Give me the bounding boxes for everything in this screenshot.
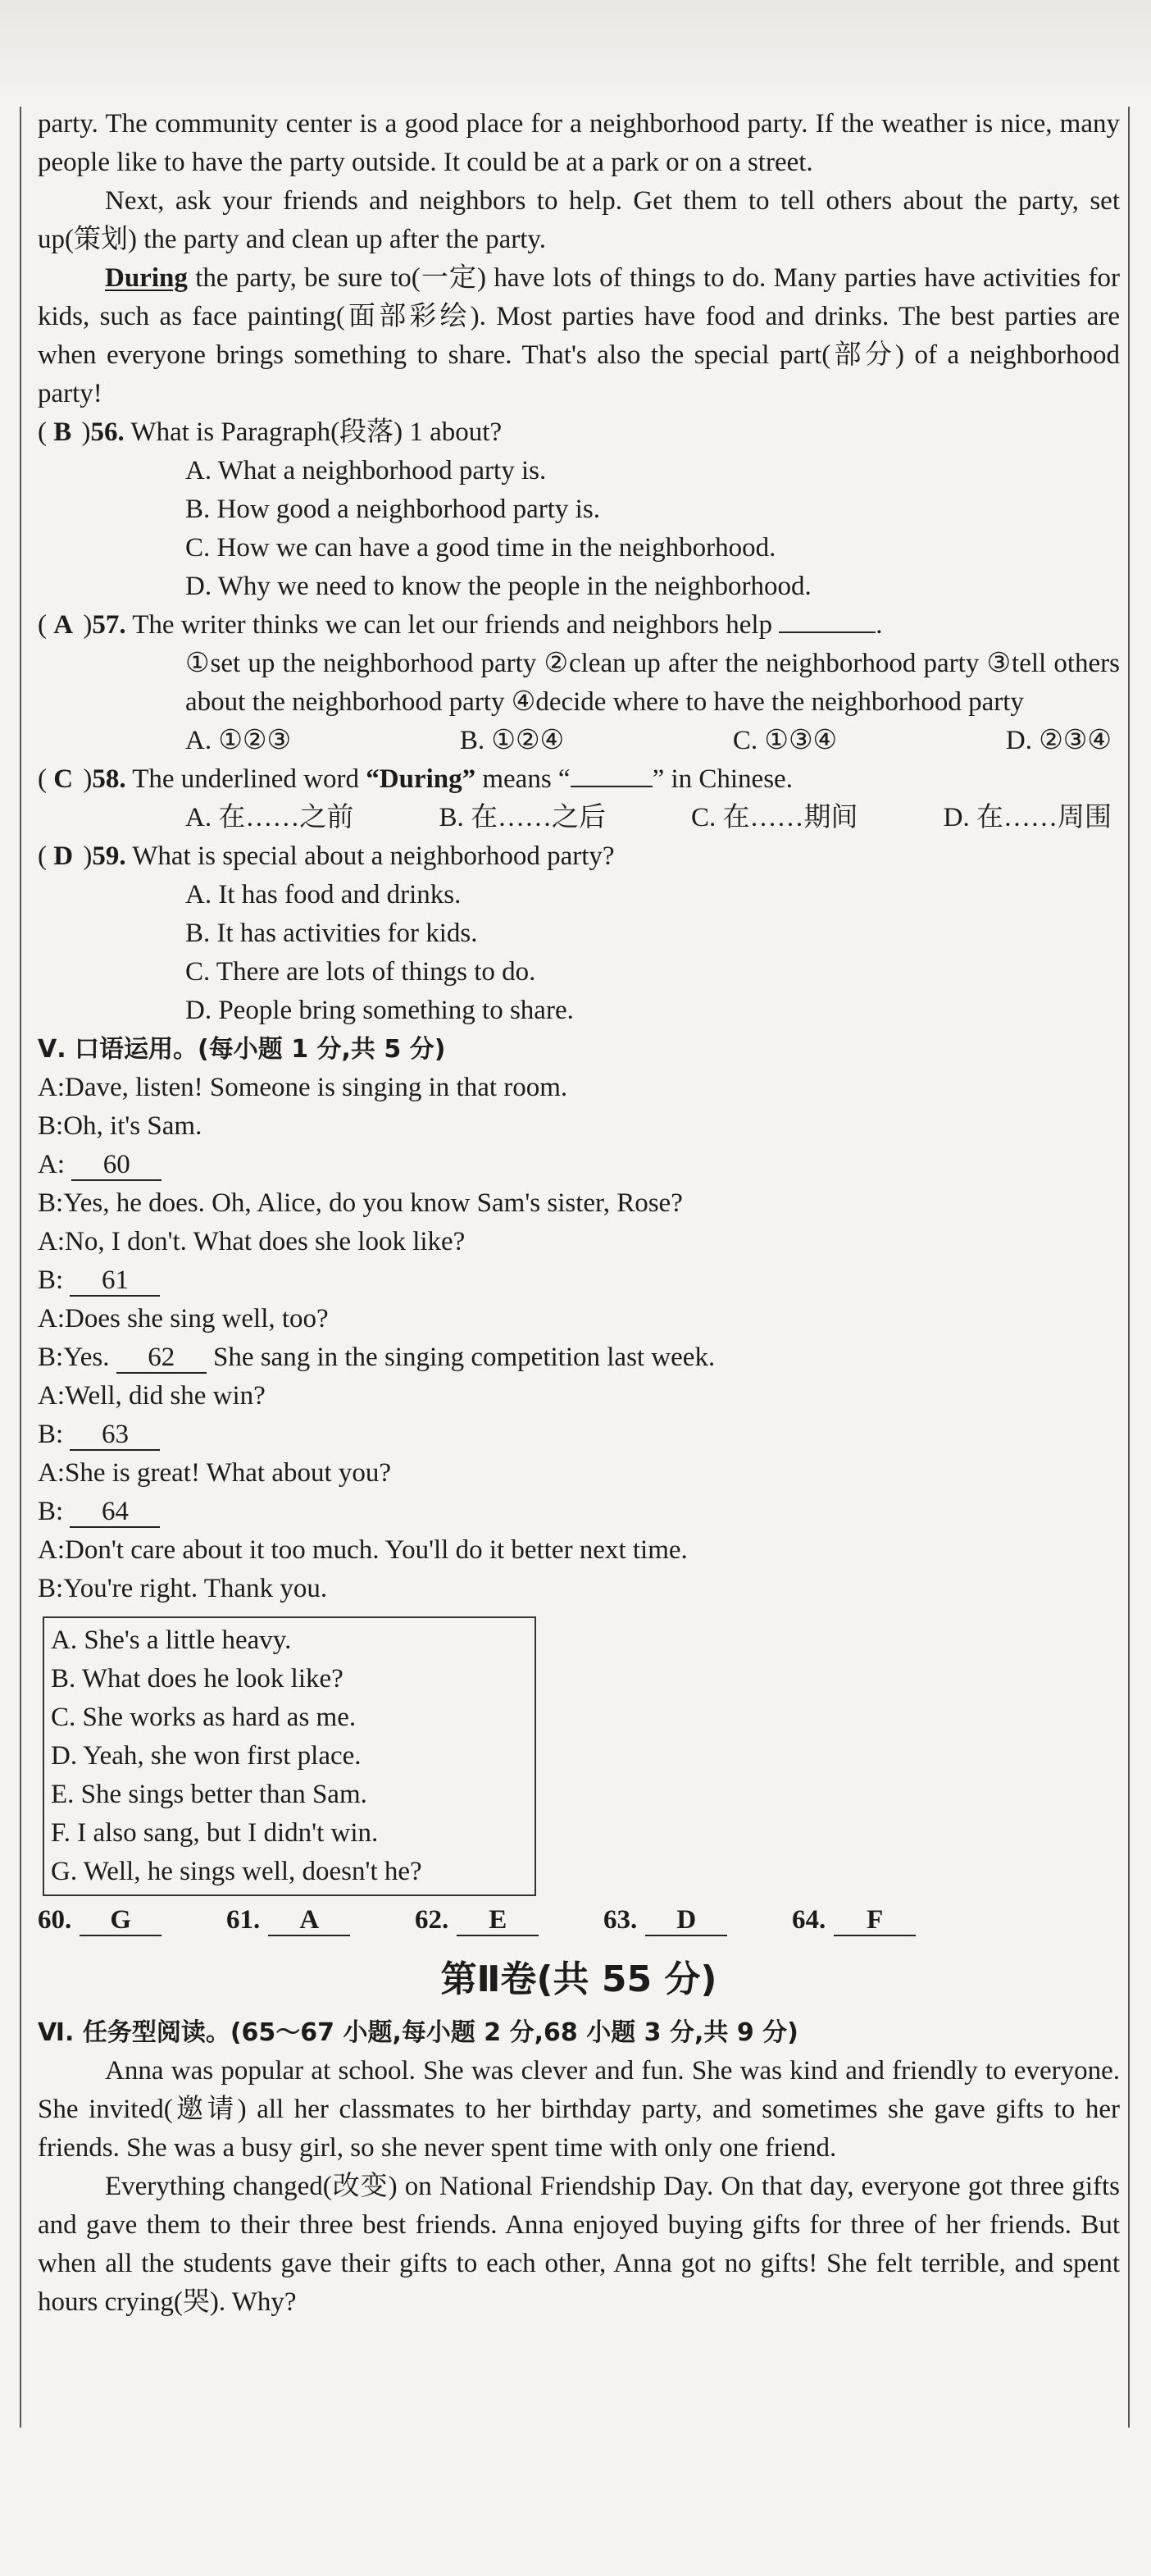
- page-content: [38, 105, 1120, 2322]
- answer-60: [38, 1901, 226, 1940]
- speaker: A:: [38, 1304, 65, 1334]
- blank-60: 60: [71, 1150, 162, 1181]
- question-number: 57.: [92, 610, 126, 640]
- speaker: B:: [38, 1497, 64, 1526]
- line-text: Does she sing well, too?: [65, 1304, 329, 1334]
- question-56: ( B )56. What is Paragraph(段落) 1 about? A. What a neighborhood party is. B. How good a neighborhood party is. C. How we can have a good time in the neighborhood. D. Why we need to know the people in the neighborhood.: [38, 413, 1120, 606]
- question-59: ( D )59. What is special about a neighborhood party? A. It has food and drinks. B. It has activities for kids. C. There are lots of things to do. D. People bring something to share.: [38, 837, 1120, 1030]
- line-text: Don't care about it too much. You'll do it better next time.: [65, 1535, 688, 1565]
- option-a: A. What a neighborhood party is.: [185, 456, 547, 486]
- answer-number: 64.: [792, 1905, 826, 1935]
- stem-part-1: The underlined word: [125, 764, 366, 794]
- section-5-heading: Ⅴ. 口语运用。(每小题 1 分,共 5 分): [38, 1035, 446, 1064]
- line-text: Yes.: [63, 1343, 116, 1372]
- speaker: A:: [38, 1150, 65, 1179]
- speaker: A:: [38, 1381, 65, 1411]
- line-text: She sang in the singing competition last week.: [206, 1343, 716, 1372]
- stem-period: .: [876, 610, 883, 640]
- paragraph-3-text: the party, be sure to(一定) have lots of things to do. Many parties have activities for kids, such as face painting(面部彩绘). Most parties have food and drinks. The best parties are when everyone brings something to share. That's also the special part(部分) of a neighborhood party!: [38, 263, 1120, 408]
- line-text: No, I don't. What does she look like?: [65, 1227, 466, 1256]
- passage-paragraph-3: [38, 259, 1120, 413]
- dialogue-line: [38, 1300, 1120, 1338]
- question-58: ( C )58. The underlined word “During” means “ ” in Chinese. A. 在……之前 B. 在……之后 C. 在……期间 D. 在……周围: [38, 760, 1120, 837]
- question-number: 58.: [92, 764, 126, 794]
- dialogue-line: [38, 1377, 1120, 1416]
- option-d: D. ②③④: [1005, 726, 1112, 755]
- option-c: C. How we can have a good time in the neighborhood.: [185, 533, 776, 563]
- blank-64: 64: [70, 1497, 160, 1528]
- answer-mark: C: [53, 764, 77, 794]
- choice-g: G. Well, he sings well, doesn't he?: [51, 1857, 422, 1886]
- speaker: A:: [38, 1535, 65, 1565]
- answer-mark: A: [53, 610, 77, 640]
- dialogue-line: [38, 1107, 1120, 1146]
- dialogue-line: [38, 1454, 1120, 1493]
- line-text: Dave, listen! Someone is singing in that room.: [65, 1073, 568, 1102]
- speaker: B:: [38, 1265, 64, 1295]
- options-row: [38, 722, 1120, 760]
- choice-box: [43, 1616, 536, 1896]
- answer-62: [415, 1901, 603, 1940]
- speaker: A:: [38, 1458, 65, 1488]
- option-d: D. People bring something to share.: [185, 996, 574, 1025]
- dialogue-line: [38, 1338, 1120, 1377]
- line-text: You're right. Thank you.: [63, 1574, 328, 1603]
- volume-2-title: 第Ⅱ卷(共 55 分): [440, 1958, 717, 2000]
- option-b: B. ①②④: [459, 726, 565, 755]
- answer-64: [792, 1901, 980, 1940]
- answer-mark: D: [53, 841, 77, 871]
- dialogue-line: [38, 1146, 1120, 1184]
- stem-part-2: means “: [475, 764, 571, 794]
- answer-blank: [571, 786, 653, 787]
- question-57: ( A )57. The writer thinks we can let our friends and neighbors help . ①set up the neighborhood party ②clean up after the neighborhood party ③tell others about the neighborhood party ④decide where to have the neighborhood party A. ①②③ B. ①②④ C. ①③④ D. ②③④: [38, 606, 1120, 760]
- dialogue-line: [38, 1493, 1120, 1531]
- blank-61: 61: [70, 1265, 160, 1297]
- answer-value: D: [645, 1905, 727, 1936]
- answer-value: A: [268, 1905, 350, 1936]
- stem-keyword: “During”: [366, 764, 476, 794]
- option-a: A. It has food and drinks.: [185, 880, 462, 910]
- speaker: A:: [38, 1073, 65, 1102]
- option-d: D. Why we need to know the people in the neighborhood.: [185, 572, 812, 601]
- section-6-heading: Ⅵ. 任务型阅读。(65～67 小题,每小题 2 分,68 小题 3 分,共 9 分): [38, 2018, 798, 2047]
- option-b: B. 在……之后: [439, 803, 606, 832]
- speaker: B:: [38, 1420, 64, 1449]
- speaker: B:: [38, 1343, 64, 1372]
- section-6-paragraph-1: Anna was popular at school. She was clever and fun. She was kind and friendly to everyone. She invited(邀请) all her classmates to her birthday party, and sometimes she gave gifts to her friends. She was a busy girl, so she never spent time with only one friend.: [38, 2056, 1120, 2163]
- right-margin-rule: [1128, 107, 1130, 2428]
- dialogue-line: [38, 1531, 1120, 1570]
- option-b: B. How good a neighborhood party is.: [185, 495, 600, 524]
- speaker: B:: [38, 1111, 64, 1141]
- choice-f: F. I also sang, but I didn't win.: [51, 1818, 379, 1848]
- passage-paragraph-2: Next, ask your friends and neighbors to help. Get them to tell others about the party, set up(策划) the party and clean up after the party.: [38, 186, 1120, 254]
- dialogue-line: [38, 1261, 1120, 1300]
- answer-63: [603, 1901, 792, 1940]
- answer-value: E: [457, 1905, 539, 1936]
- underlined-word-during: During: [105, 263, 188, 293]
- answer-number: 61.: [226, 1905, 261, 1935]
- line-text: Oh, it's Sam.: [63, 1111, 202, 1141]
- option-c: C. There are lots of things to do.: [185, 957, 536, 987]
- question-stem: What is Paragraph(段落) 1 about?: [124, 417, 503, 447]
- speaker: B:: [38, 1574, 64, 1603]
- answer-value: G: [80, 1905, 162, 1936]
- dialogue-line: [38, 1223, 1120, 1261]
- choice-b: B. What does he look like?: [51, 1664, 343, 1694]
- blank-62: 62: [116, 1343, 207, 1374]
- option-b: B. It has activities for kids.: [185, 919, 478, 948]
- options-row: [38, 799, 1120, 837]
- choice-c: C. She works as hard as me.: [51, 1703, 357, 1732]
- section-6-paragraph-2: Everything changed(改变) on National Friendship Day. On that day, everyone got three gifts and gave them to their three best friends. Anna enjoyed buying gifts for three of her friends. But when all the students gave their gifts to each other, Anna got no gifts! She felt terrible, and spent hours crying(哭). Why?: [38, 2172, 1120, 2317]
- dialogue-line: [38, 1069, 1120, 1107]
- choice-e: E. She sings better than Sam.: [51, 1780, 367, 1809]
- dialogue-line: [38, 1570, 1120, 1608]
- blank-63: 63: [70, 1420, 160, 1451]
- choice-a: A. She's a little heavy.: [51, 1625, 292, 1655]
- option-a: A. 在……之前: [185, 803, 354, 832]
- question-stem: What is special about a neighborhood party?: [125, 841, 615, 871]
- scan-top-band: [0, 0, 1151, 98]
- answer-blank: [779, 631, 876, 633]
- speaker: B:: [38, 1188, 64, 1218]
- answer-number: 63.: [603, 1905, 638, 1935]
- stem-part-3: ” in Chinese.: [652, 764, 793, 794]
- question-number: 56.: [90, 417, 125, 447]
- left-margin-rule: [20, 107, 21, 2428]
- answer-number: 60.: [38, 1905, 72, 1935]
- dialogue-line: [38, 1416, 1120, 1454]
- answer-number: 62.: [415, 1905, 449, 1935]
- answer-value: F: [834, 1905, 916, 1936]
- option-d: D. 在……周围: [943, 803, 1112, 832]
- question-number: 59.: [92, 841, 126, 871]
- answer-row: [38, 1901, 1120, 1940]
- option-c: C. 在……期间: [691, 803, 858, 832]
- passage-paragraph-1: party. The community center is a good place for a neighborhood party. If the weather is nice, many people like to have the party outside. It could be at a park or on a street.: [38, 109, 1120, 177]
- line-text: Well, did she win?: [65, 1381, 266, 1411]
- line-text: She is great! What about you?: [65, 1458, 392, 1488]
- option-a: A. ①②③: [185, 726, 292, 755]
- statement-list: ①set up the neighborhood party ②clean up after the neighborhood party ③tell others about the neighborhood party ④decide where to have the neighborhood party: [185, 649, 1120, 717]
- speaker: A:: [38, 1227, 65, 1256]
- answer-61: [226, 1901, 415, 1940]
- dialogue-line: [38, 1184, 1120, 1223]
- answer-mark: B: [53, 417, 75, 447]
- question-stem: The writer thinks we can let our friends and neighbors help: [125, 610, 780, 640]
- option-c: C. ①③④: [732, 726, 838, 755]
- line-text: Yes, he does. Oh, Alice, do you know Sam's sister, Rose?: [63, 1188, 683, 1218]
- choice-d: D. Yeah, she won first place.: [51, 1741, 362, 1771]
